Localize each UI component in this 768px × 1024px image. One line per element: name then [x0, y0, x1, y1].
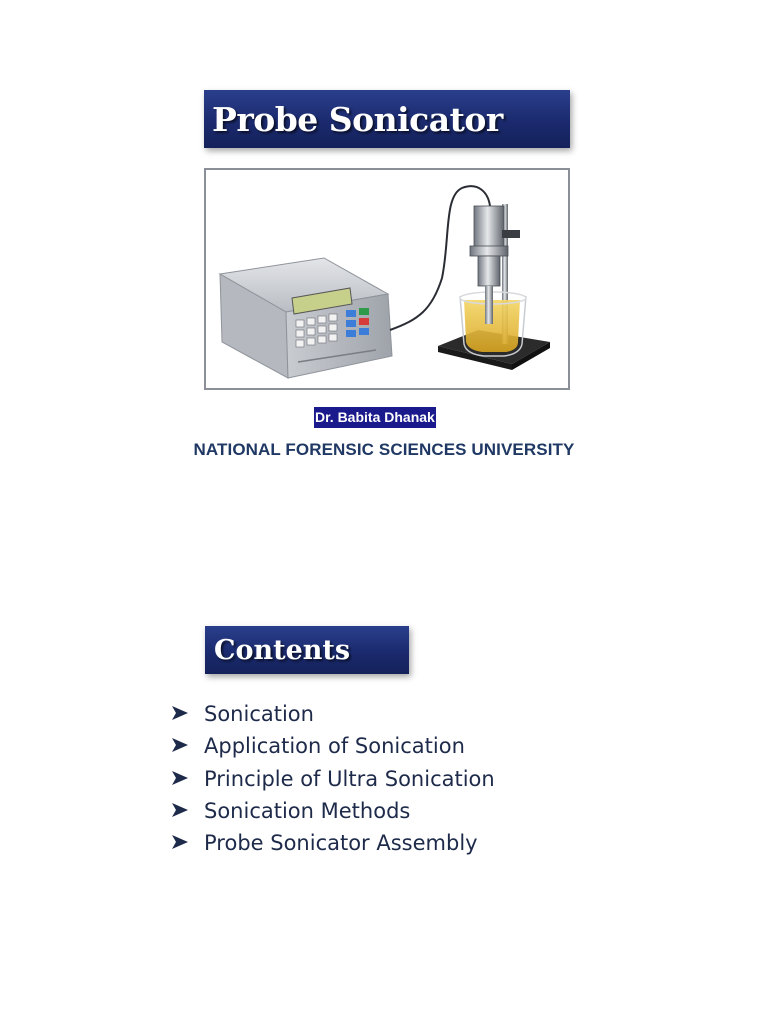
arrow-bullet-icon	[170, 831, 204, 855]
arrow-bullet-icon	[170, 702, 204, 726]
list-item	[170, 827, 495, 859]
arrow-bullet-icon	[170, 767, 204, 791]
list-item-label: Probe Sonicator Assembly	[204, 831, 478, 856]
arrow-bullet-icon	[170, 734, 204, 758]
contents-heading: Contents	[214, 634, 351, 666]
arrow-bullet-icon	[170, 799, 204, 823]
list-item	[170, 698, 495, 730]
sonicator-photo	[204, 168, 570, 390]
contents-list	[170, 698, 495, 859]
list-item-label: Application of Sonication	[204, 734, 465, 759]
list-item	[170, 763, 495, 795]
list-item	[170, 730, 495, 762]
page-title: Probe Sonicator	[212, 99, 503, 139]
institution-name: NATIONAL FORENSIC SCIENCES UNIVERSITY	[193, 440, 575, 459]
list-item-label: Sonication	[204, 702, 314, 727]
author-name: Dr. Babita Dhanak	[314, 407, 436, 428]
controller-unit	[220, 258, 392, 378]
list-item-label: Sonication Methods	[204, 799, 411, 824]
list-item	[170, 795, 495, 827]
title-banner	[204, 90, 570, 148]
contents-banner	[205, 626, 409, 674]
list-item-label: Principle of Ultra Sonication	[204, 766, 495, 791]
